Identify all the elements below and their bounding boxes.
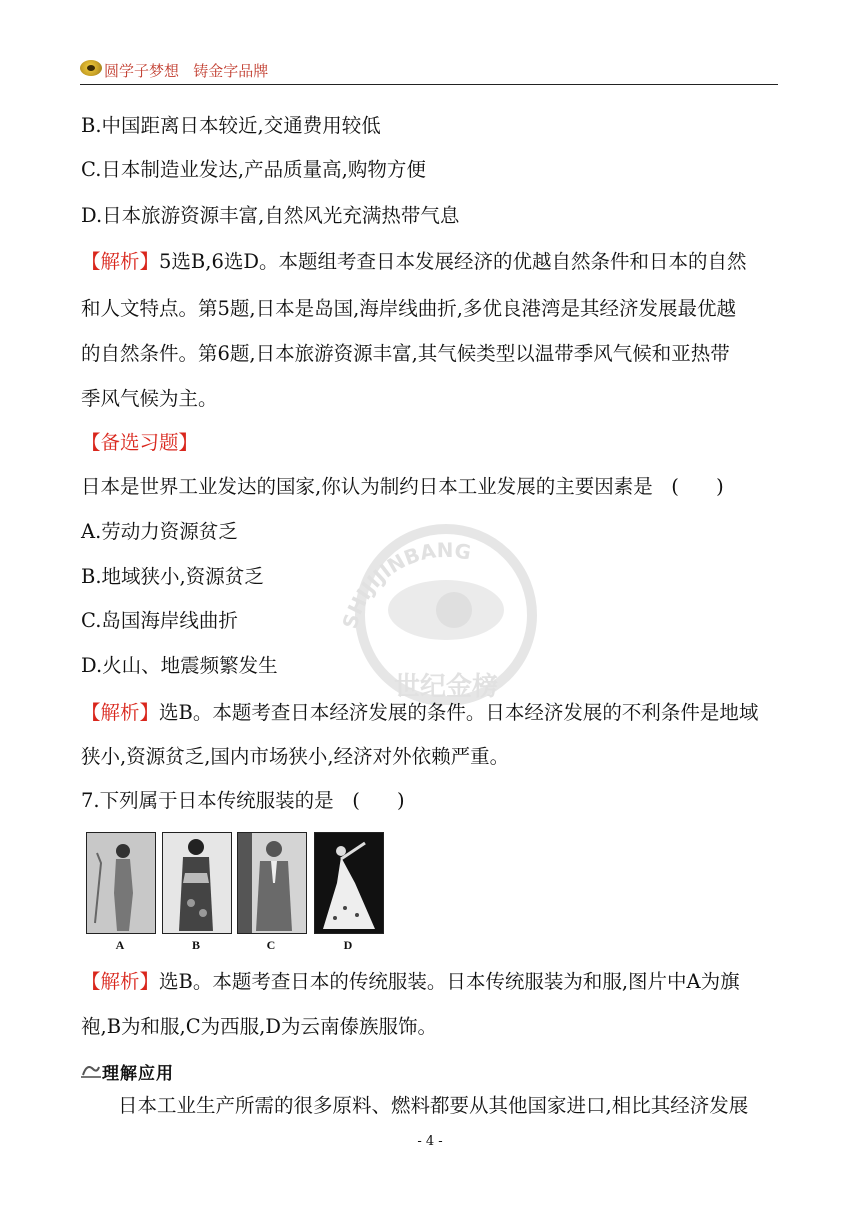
- backup-option-a: A.劳动力资源贫乏: [81, 520, 238, 543]
- photo-qipao: [86, 832, 156, 934]
- option-prev-b: B.中国距离日本较近,交通费用较低: [81, 114, 381, 137]
- analysis-text: 5选B,6选D。本题组考查日本发展经济的优越自然条件和日本的自然: [159, 250, 747, 273]
- analysis3-line1: [81, 970, 740, 994]
- question-7: 7.下列属于日本传统服装的是 ( ): [81, 789, 405, 812]
- photo-kimono: [162, 832, 232, 934]
- analysis1-line4: 季风气候为主。: [81, 387, 218, 410]
- analysis-text: 选B。本题考查日本经济发展的条件。日本经济发展的不利条件是地域: [159, 701, 759, 724]
- page-number: - 4 -: [417, 1134, 443, 1149]
- option-prev-c: C.日本制造业发达,产品质量高,购物方便: [81, 158, 426, 181]
- analysis2-line1: [81, 701, 758, 725]
- analysis-tag: 【解析】: [81, 970, 160, 993]
- analysis2-line2: 狭小,资源贫乏,国内市场狭小,经济对外依赖严重。: [81, 745, 510, 768]
- backup-title: 【备选习题】: [81, 431, 199, 454]
- backup-question: 日本是世界工业发达的国家,你认为制约日本工业发展的主要因素是 ( ): [81, 475, 724, 498]
- option-prev-d: D.日本旅游资源丰富,自然风光充满热带气息: [81, 204, 460, 227]
- page-header: [80, 58, 778, 85]
- header-slogan: 圆学子梦想 铸金字品牌: [104, 62, 269, 80]
- photo-label-a: A: [115, 938, 125, 952]
- photo-label-b: B: [191, 938, 200, 952]
- watermark-bottom-text: 世纪金榜: [393, 672, 499, 702]
- logo-icon: [80, 60, 102, 76]
- photo-dai-dance: [314, 832, 384, 934]
- backup-option-c: C.岛国海岸线曲折: [81, 609, 238, 632]
- backup-option-d: D.火山、地震频繁发生: [81, 654, 278, 677]
- photo-label-d: D: [343, 938, 353, 952]
- section-icon: [81, 1061, 101, 1079]
- bottom-paragraph: 日本工业生产所需的很多原料、燃料都要从其他国家进口,相比其经济发展: [118, 1094, 749, 1117]
- analysis-tag: 【解析】: [81, 701, 160, 724]
- analysis-tag: 【解析】: [81, 250, 160, 273]
- analysis-text: 选B。本题考查日本的传统服装。日本传统服装为和服,图片中A为旗: [159, 970, 740, 993]
- analysis1-line3: 的自然条件。第6题,日本旅游资源丰富,其气候类型以温带季风气候和亚热带: [81, 342, 730, 365]
- watermark-top-text: SHIJIJINBANG: [337, 538, 473, 632]
- analysis1-line2: 和人文特点。第5题,日本是岛国,海岸线曲折,多优良港湾是其经济发展最优越: [81, 297, 737, 320]
- watermark-logo: [276, 510, 616, 705]
- backup-option-b: B.地域狭小,资源贫乏: [81, 565, 264, 588]
- section-title: 理解应用: [102, 1064, 174, 1084]
- photo-label-c: C: [266, 938, 276, 952]
- photo-suit: [237, 832, 307, 934]
- analysis1-line1: [81, 250, 747, 274]
- analysis3-line2: 袍,B为和服,C为西服,D为云南傣族服饰。: [81, 1015, 437, 1038]
